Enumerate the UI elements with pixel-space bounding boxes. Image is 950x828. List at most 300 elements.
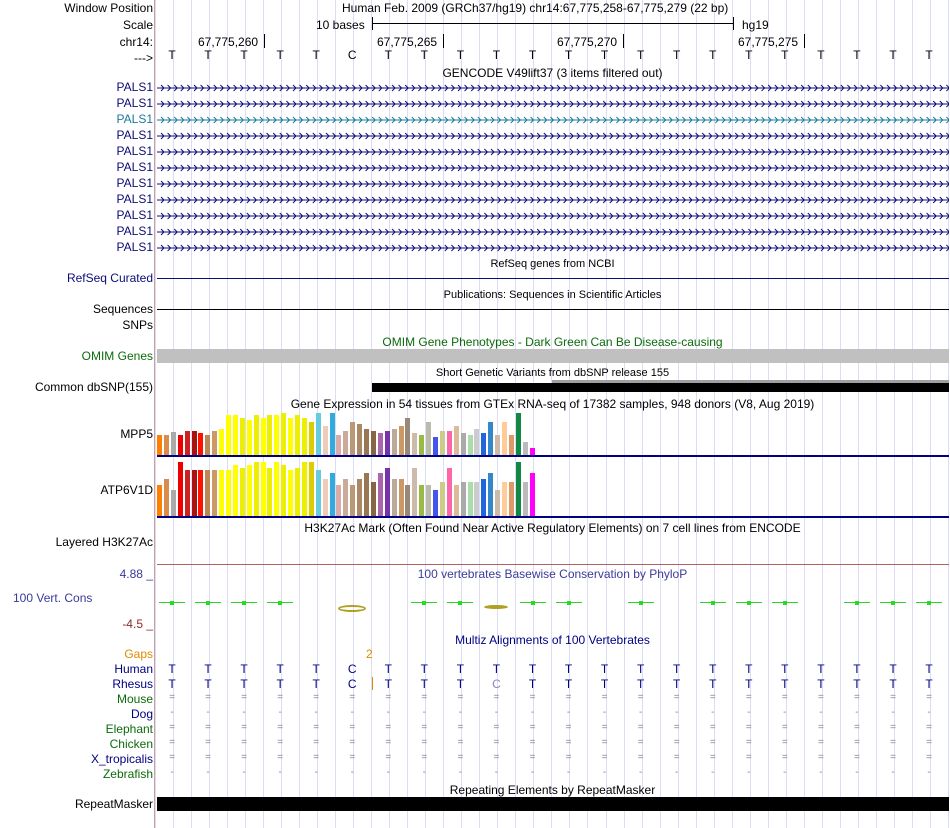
aligned-base: = [313, 722, 320, 733]
gtex-tissue-bar[interactable] [405, 418, 410, 455]
gencode-item-label[interactable]: PALS1 [116, 96, 153, 110]
gtex-tissue-bar[interactable] [502, 482, 507, 516]
aligned-base: = [745, 722, 752, 733]
aligned-base: - [170, 707, 174, 718]
gtex-tissue-bar[interactable] [240, 468, 245, 516]
aligned-base: = [817, 692, 824, 703]
aligned-base: - [747, 767, 751, 778]
gtex-tissue-bar[interactable] [357, 479, 362, 516]
gtex-tissue-bar[interactable] [481, 433, 486, 455]
aligned-base: = [277, 722, 284, 733]
gencode-transcript[interactable] [157, 146, 949, 158]
aligned-base: T [528, 662, 537, 676]
aligned-base: = [385, 737, 392, 748]
aligned-base: T [204, 662, 212, 676]
reference-base: T [456, 48, 465, 62]
aligned-base: = [241, 737, 248, 748]
gencode-transcript[interactable] [157, 194, 949, 206]
aligned-base: T [276, 677, 284, 691]
gtex-tissue-bar[interactable] [412, 433, 417, 455]
reference-base: T [600, 48, 609, 62]
phylop-score-dot[interactable] [422, 601, 426, 605]
gtex-tissue-bar[interactable] [316, 470, 321, 516]
gtex-tissue-bar[interactable] [254, 462, 259, 516]
gtex-tissue-bar[interactable] [516, 413, 521, 455]
gap-marker [372, 677, 373, 690]
aligned-base: = [601, 692, 608, 703]
gtex-tissue-bar[interactable] [178, 435, 183, 455]
aligned-base: = [421, 692, 428, 703]
gtex-tissue-bar[interactable] [164, 479, 169, 516]
h3k27ac-baseline [157, 564, 949, 565]
gtex-tissue-bar[interactable] [316, 413, 321, 455]
aligned-base: = [169, 722, 175, 733]
aligned-base: T [781, 662, 789, 676]
aligned-base: = [817, 752, 824, 763]
aligned-base: - [675, 767, 679, 778]
gtex-tissue-bar[interactable] [323, 426, 328, 455]
aligned-base: - [747, 707, 751, 718]
aligned-base: = [601, 752, 608, 763]
gtex-tissue-bar[interactable] [385, 468, 390, 516]
gtex-tissue-bar[interactable] [523, 482, 528, 516]
species-label[interactable]: Elephant [105, 722, 153, 736]
aligned-base: = [169, 752, 175, 763]
gtex-tissue-bar[interactable] [164, 435, 169, 455]
refseq-label[interactable]: RefSeq Curated [66, 271, 153, 285]
gtex-tissue-bar[interactable] [254, 415, 259, 455]
gtex-track-title: Gene Expression in 54 tissues from GTEx RNA-seq of 17382 samples, 948 donors (V8, Aug 2019) [290, 397, 815, 411]
gtex-tissue-bar[interactable] [440, 482, 445, 516]
gtex-tissue-bar[interactable] [267, 468, 272, 516]
gtex-tissue-bar[interactable] [495, 435, 500, 455]
scale-bar [372, 23, 733, 24]
gencode-transcript[interactable] [157, 98, 949, 110]
aligned-base: = [637, 692, 644, 703]
gtex-tissue-bar[interactable] [157, 485, 162, 516]
gtex-tissue-bar[interactable] [309, 462, 314, 516]
aligned-base: = [709, 722, 716, 733]
reference-base: T [276, 48, 284, 62]
gtex-tissue-bar[interactable] [419, 435, 424, 455]
scale-value: 10 bases [316, 18, 365, 32]
gtex-tissue-bar[interactable] [302, 418, 307, 455]
gencode-item-label[interactable]: PALS1 [116, 176, 153, 190]
gtex-tissue-bar[interactable] [212, 470, 217, 516]
gencode-transcript[interactable] [157, 162, 949, 174]
species-label[interactable]: Rhesus [112, 677, 153, 691]
aligned-base: - [494, 707, 499, 718]
aligned-base: = [349, 752, 356, 763]
gtex-tissue-bar[interactable] [481, 479, 486, 516]
gtex-tissue-bar[interactable] [185, 431, 190, 455]
gtex-tissue-bar[interactable] [343, 479, 348, 516]
aligned-base: = [565, 692, 572, 703]
aligned-base: T [168, 662, 176, 676]
phylop-score-dot[interactable] [170, 601, 174, 605]
reference-base: T [528, 48, 537, 62]
aligned-base: = [313, 692, 320, 703]
publications-line[interactable] [157, 309, 949, 310]
phylop-score-dot[interactable] [567, 601, 571, 605]
gencode-item-label[interactable]: PALS1 [116, 240, 153, 254]
gtex-tissue-bar[interactable] [495, 490, 500, 516]
gtex-tissue-bar[interactable] [364, 429, 369, 455]
phylop-score-dot[interactable] [783, 601, 787, 605]
reference-base: T [204, 48, 212, 62]
window-position-value: Human Feb. 2009 (GRCh37/hg19) chr14:67,775,258-67,775,279 (22 bp) [342, 1, 729, 15]
gtex-tissue-bar[interactable] [343, 431, 348, 455]
reference-base: C [347, 48, 357, 62]
gtex-tissue-bar[interactable] [509, 482, 514, 516]
aligned-base: = [709, 737, 716, 748]
aligned-base: = [169, 737, 175, 748]
repeatmasker-label[interactable]: RepeatMasker [74, 797, 153, 811]
gtex-tissue-bar[interactable] [371, 482, 376, 516]
gtex-baseline-1 [157, 455, 949, 457]
aligned-base: = [205, 692, 211, 703]
aligned-base: - [927, 767, 931, 778]
aligned-base: T [420, 677, 429, 691]
aligned-base: = [890, 752, 896, 763]
gtex-tissue-bar[interactable] [267, 415, 272, 455]
gtex-tissue-bar[interactable] [226, 470, 231, 516]
aligned-base: = [673, 737, 680, 748]
species-label[interactable]: Zebrafish [102, 767, 153, 781]
aligned-base: - [314, 767, 318, 778]
gtex-tissue-bar[interactable] [405, 485, 410, 516]
position-label-4: 67,775,275 [738, 35, 799, 49]
gtex-tissue-bar[interactable] [219, 470, 224, 516]
reference-base: T [636, 48, 645, 62]
gtex-tissue-bar[interactable] [247, 420, 252, 455]
aligned-base: = [385, 752, 392, 763]
aligned-base: = [926, 737, 932, 748]
dbsnp-track-title: Short Genetic Variants from dbSNP release 155 [435, 367, 670, 379]
species-label[interactable]: Mouse [116, 692, 153, 706]
aligned-base: = [854, 722, 860, 733]
phylop-score-dot[interactable] [639, 601, 643, 605]
gtex-tissue-bar[interactable] [171, 490, 176, 516]
gtex-tissue-bar[interactable] [461, 482, 466, 516]
aligned-base: = [890, 722, 896, 733]
gtex-tissue-bar[interactable] [454, 426, 459, 455]
gtex-tissue-bar[interactable] [281, 413, 286, 455]
reference-base: T [673, 48, 681, 62]
phylop-score-dot[interactable] [747, 601, 751, 605]
aligned-base: = [745, 737, 752, 748]
phylop-score-dot[interactable] [531, 601, 535, 605]
gtex-tissue-bar[interactable] [295, 468, 300, 516]
aligned-base: = [565, 722, 572, 733]
phylop-score-dot[interactable] [242, 601, 246, 605]
aligned-base: = [637, 752, 644, 763]
gencode-item-label[interactable]: PALS1 [116, 208, 153, 222]
aligned-base: T [925, 677, 933, 691]
aligned-base: = [854, 737, 860, 748]
snps-label[interactable]: SNPs [122, 318, 153, 332]
reference-base: T [853, 48, 861, 62]
gtex-tissue-bar[interactable] [399, 426, 404, 455]
aligned-base: - [675, 707, 679, 718]
gtex-tissue-bar[interactable] [530, 473, 535, 516]
position-label-1: 67,775,260 [198, 35, 259, 49]
aligned-base: = [421, 737, 428, 748]
scale-bar-right-tick [733, 17, 734, 30]
gencode-transcript[interactable] [157, 178, 949, 190]
gencode-item-label[interactable]: PALS1 [116, 224, 153, 238]
gtex-tissue-bar[interactable] [399, 479, 404, 516]
refseq-track-title: RefSeq genes from NCBI [490, 258, 615, 270]
omim-label[interactable]: OMIM Genes [81, 349, 153, 363]
aligned-base: - [422, 707, 427, 718]
gtex-tissue-bar[interactable] [488, 473, 493, 516]
aligned-base: = [241, 692, 248, 703]
gtex-tissue-bar[interactable] [426, 422, 431, 455]
phylop-score-dot[interactable] [278, 601, 282, 605]
gtex-tissue-bar[interactable] [192, 431, 197, 455]
phylop-score-dot[interactable] [458, 601, 462, 605]
dbsnp-label[interactable]: Common dbSNP(155) [34, 380, 153, 394]
gtex-tissue-bar[interactable] [185, 470, 190, 516]
aligned-base: T [817, 677, 825, 691]
phylop-score-dot[interactable] [855, 601, 859, 605]
reference-base: T [781, 48, 789, 62]
gtex-tissue-bar[interactable] [157, 435, 162, 455]
gtex-tissue-bar[interactable] [474, 429, 479, 455]
gtex-tissue-bar[interactable] [350, 485, 355, 516]
gtex-tissue-bar[interactable] [274, 462, 279, 516]
gtex-tissue-bar[interactable] [468, 435, 473, 455]
gencode-transcript[interactable] [157, 82, 949, 94]
publications-label[interactable]: Sequences [92, 302, 153, 316]
aligned-base: = [637, 737, 644, 748]
dbsnp-feature-gray[interactable] [552, 380, 949, 383]
aligned-base: T [528, 677, 537, 691]
aligned-base: = [421, 752, 428, 763]
refseq-line[interactable] [157, 278, 949, 279]
gtex-tissue-bar[interactable] [192, 470, 197, 516]
phylop-score-dot[interactable] [206, 601, 210, 605]
gtex-gene-label-2[interactable]: ATP6V1D [100, 483, 153, 497]
aligned-base: - [891, 707, 895, 718]
scale-label: Scale [122, 18, 153, 32]
gencode-transcript[interactable] [157, 130, 949, 142]
aligned-base: = [709, 692, 716, 703]
aligned-base: - [170, 767, 174, 778]
gencode-track-title: GENCODE V49lift37 (3 items filtered out) [442, 66, 663, 80]
aligned-base: T [384, 662, 392, 676]
gtex-tissue-bar[interactable] [468, 482, 473, 516]
aligned-base: = [854, 692, 860, 703]
gtex-tissue-bar[interactable] [392, 479, 397, 516]
gtex-tissue-bar[interactable] [309, 422, 314, 455]
species-label[interactable]: Dog [130, 707, 153, 721]
gtex-tissue-bar[interactable] [205, 435, 210, 455]
gtex-tissue-bar[interactable] [419, 485, 424, 516]
aligned-base: - [530, 767, 535, 778]
species-label[interactable]: X_tropicalis [90, 752, 153, 766]
reference-base: T [420, 48, 429, 62]
dbsnp-feature-black[interactable] [372, 383, 949, 392]
gtex-tissue-bar[interactable] [371, 431, 376, 455]
gtex-tissue-bar[interactable] [357, 424, 362, 455]
repeatmasker-feature[interactable] [157, 797, 949, 811]
gtex-tissue-bar[interactable] [288, 470, 293, 516]
gtex-tissue-bar[interactable] [364, 473, 369, 516]
aligned-base: = [637, 722, 644, 733]
aligned-base: - [350, 767, 354, 778]
gtex-tissue-bar[interactable] [233, 415, 238, 455]
aligned-base: = [493, 752, 500, 763]
gtex-tissue-bar[interactable] [240, 418, 245, 455]
aligned-base: T [420, 662, 429, 676]
gencode-transcript[interactable] [157, 226, 949, 238]
gtex-tissue-bar[interactable] [219, 429, 224, 455]
gtex-tissue-bar[interactable] [336, 435, 341, 455]
aligned-base: T [204, 677, 212, 691]
gtex-tissue-bar[interactable] [509, 435, 514, 455]
species-label[interactable]: Chicken [109, 737, 153, 751]
gtex-tissue-bar[interactable] [440, 431, 445, 455]
omim-track-title: OMIM Gene Phenotypes - Dark Green Can Be Disease-causing [382, 335, 723, 349]
aligned-base: T [673, 677, 681, 691]
omim-feature[interactable] [157, 349, 949, 363]
phylop-score-dot[interactable] [891, 601, 895, 605]
aligned-base: T [853, 662, 861, 676]
gtex-tissue-bar[interactable] [288, 418, 293, 455]
gtex-tissue-bar[interactable] [385, 431, 390, 455]
gencode-transcript[interactable] [157, 210, 949, 222]
aligned-base: = [745, 752, 752, 763]
aligned-base: = [385, 722, 392, 733]
gencode-item-label[interactable]: PALS1 [116, 112, 153, 126]
gtex-tissue-bar[interactable] [226, 415, 231, 455]
gencode-item-label[interactable]: PALS1 [116, 160, 153, 174]
aligned-base: - [711, 707, 715, 718]
aligned-base: - [638, 767, 643, 778]
publications-track-title: Publications: Sequences in Scientific Articles [443, 289, 662, 301]
gtex-tissue-bar[interactable] [378, 433, 383, 455]
gtex-tissue-bar[interactable] [447, 431, 452, 455]
aligned-base: - [242, 767, 246, 778]
gtex-tissue-bar[interactable] [433, 437, 438, 455]
aligned-base: = [205, 752, 211, 763]
reference-base: T [384, 48, 392, 62]
gtex-tissue-bar[interactable] [178, 462, 183, 516]
aligned-base: = [565, 737, 572, 748]
h3k27ac-label[interactable]: Layered H3K27Ac [55, 535, 153, 549]
aligned-base: T [384, 677, 392, 691]
gtex-tissue-bar[interactable] [392, 429, 397, 455]
gtex-tissue-bar[interactable] [474, 482, 479, 516]
gencode-transcript[interactable] [157, 242, 949, 254]
gap-count: 2 [366, 647, 373, 661]
gtex-tissue-bar[interactable] [261, 418, 266, 455]
gtex-bars-mpp5[interactable] [157, 411, 537, 455]
aligned-base: T [456, 677, 465, 691]
gtex-tissue-bar[interactable] [198, 470, 203, 516]
gencode-item-label[interactable]: PALS1 [116, 128, 153, 142]
gtex-tissue-bar[interactable] [336, 485, 341, 516]
aligned-base: = [781, 752, 788, 763]
gtex-tissue-bar[interactable] [302, 462, 307, 516]
aligned-base: = [890, 692, 896, 703]
aligned-base: - [458, 767, 463, 778]
gtex-tissue-bar[interactable] [198, 433, 203, 455]
aligned-base: T [745, 662, 753, 676]
gtex-tissue-bar[interactable] [281, 465, 286, 516]
gtex-tissue-bar[interactable] [212, 431, 217, 455]
aligned-base: T [925, 662, 933, 676]
gtex-tissue-bar[interactable] [205, 470, 210, 516]
gtex-tissue-bar[interactable] [233, 465, 238, 516]
gtex-tissue-bar[interactable] [171, 432, 176, 455]
gencode-transcript[interactable] [157, 114, 949, 126]
reference-base: T [925, 48, 933, 62]
aligned-base: = [241, 752, 248, 763]
gtex-gene-label-1[interactable]: MPP5 [120, 427, 153, 441]
reference-base: T [240, 48, 248, 62]
gtex-tissue-bar[interactable] [447, 468, 452, 516]
gtex-tissue-bar[interactable] [295, 415, 300, 455]
aligned-base: = [529, 722, 536, 733]
gtex-tissue-bar[interactable] [488, 422, 493, 455]
gtex-tissue-bar[interactable] [502, 422, 507, 455]
aligned-base: = [421, 722, 428, 733]
gencode-item-label[interactable]: PALS1 [116, 144, 153, 158]
gtex-tissue-bar[interactable] [350, 422, 355, 455]
gtex-tissue-bar[interactable] [247, 465, 252, 516]
aligned-base: - [819, 707, 823, 718]
gtex-tissue-bar[interactable] [516, 462, 521, 516]
aligned-base: - [278, 707, 282, 718]
gtex-tissue-bar[interactable] [412, 468, 417, 516]
gtex-bars-atp6v1d[interactable] [157, 459, 537, 516]
gtex-tissue-bar[interactable] [323, 479, 328, 516]
gtex-tissue-bar[interactable] [454, 485, 459, 516]
gencode-item-label[interactable]: PALS1 [116, 192, 153, 206]
phylop-score-dot[interactable] [927, 601, 931, 605]
aligned-base: T [853, 677, 861, 691]
aligned-base: - [783, 767, 787, 778]
gtex-tissue-bar[interactable] [330, 413, 335, 455]
aligned-base: = [277, 752, 284, 763]
aligned-base: T [564, 677, 573, 691]
gtex-tissue-bar[interactable] [378, 473, 383, 516]
aligned-base: = [817, 722, 824, 733]
gtex-tissue-bar[interactable] [433, 490, 438, 516]
species-label[interactable]: Human [114, 662, 153, 676]
aligned-base: T [636, 662, 645, 676]
aligned-base: = [457, 692, 464, 703]
position-tick-2 [443, 34, 444, 48]
gtex-tissue-bar[interactable] [530, 448, 535, 455]
aligned-base: = [277, 737, 284, 748]
gtex-tissue-bar[interactable] [426, 485, 431, 516]
aligned-base: = [926, 692, 932, 703]
gaps-label: Gaps [124, 647, 153, 661]
gtex-tissue-bar[interactable] [461, 433, 466, 455]
phylop-label[interactable]: 100 Vert. Cons [13, 591, 93, 605]
aligned-base: - [855, 767, 859, 778]
gtex-tissue-bar[interactable] [523, 442, 528, 455]
gencode-item-label[interactable]: PALS1 [116, 80, 153, 94]
gtex-tissue-bar[interactable] [261, 462, 266, 516]
gtex-tissue-bar[interactable] [274, 415, 279, 455]
phylop-score-dot[interactable] [711, 601, 715, 605]
gtex-tissue-bar[interactable] [330, 473, 335, 516]
